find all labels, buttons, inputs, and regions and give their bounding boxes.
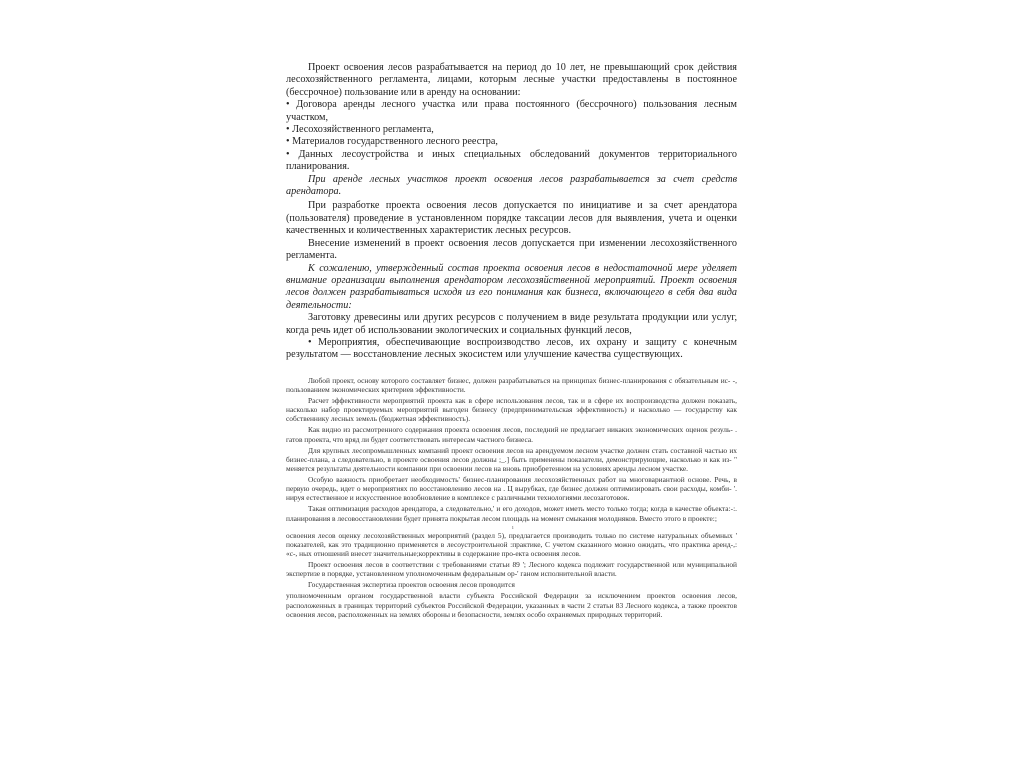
continuation-paragraph-4: уполномоченным органом государственной власти субъекта Российской Федерации за исключением проектов освоения лесов, расположенных в границах территорий субъектов Российской Федерации, указанных в части 2 статьи 83 Лесного кодекса, а также проектов освоения лесов, расположенных на землях обороны и безопасности, землях особо охраняемых природных территорий. <box>286 591 737 619</box>
continuation-paragraph-2: Проект освоения лесов в соответствии с требованиями статьи 89 '; Лесного кодекса подлежит государственной или муниципальной экспертизе в порядке, установленном уполномоченным федеральным ор-' ганом исполнительной власти. <box>286 560 737 579</box>
main-text-section <box>286 62 737 362</box>
main-paragraph-1: Проект освоения лесов разрабатывается на период до 10 лет, не превышающий срок действия лесохозяйственного регламента, лицами, которым лесные участки предоставлены в постоянное (бессрочное) пользование или в аренду на основании: <box>286 62 737 98</box>
page-break-mark: ı <box>512 524 514 531</box>
detail-paragraph-5: Особую важность приобретает необходимость' бизнес-планирования лесохозяйственных работ на многовариантной основе. Речь, в первую очередь, идет о мероприятиях по восстановлению лесов на . Ц вырубках, где бизнес должен оптимизировать свои расходы, комби- '. нируя естественное и искусственное возобновление в комплексе с различными технологиями лесозаготовок. <box>286 474 737 503</box>
main-paragraph-10: Заготовку древесины или других ресурсов с получением в виде результата продукции или услуг, когда речь идет об использовании экологических и социальных функций лесов, <box>286 312 737 336</box>
main-paragraph-4: • Материалов государственного лесного реестра, <box>286 136 498 148</box>
main-paragraph-8: Внесение изменений в проект освоения лесов допускается при изменении лесохозяйственного регламента. <box>286 237 737 262</box>
detail-paragraph-4: Для крупных лесопромышленных компаний проект освоения лесов на арендуемом лесном участке должен стать составной частью их бизнес-плана, а следовательно, в проекте освоения лесов должны ;_.] быть применены показатели, демонстрирующие, насколько и как из- " меняется результаты деятельности компании при освоении лесов на вновь приобретенном на условиях аренды лесном участке. <box>286 445 737 473</box>
detail-paragraph-6: Такая оптимизация расходов арендатора, а следовательно,' и его доходов, может иметь место только тогда; когда в качестве объекта:-:. планирования в лесовосстановлении будет принята покрытая лесом площадь на момент смыкания молодняков. Вместо этого в проекте:; <box>286 504 737 523</box>
detail-paragraph-1: Любой проект, основу которого составляет бизнес, должен разрабатываться на принципах бизнес-планирования с обязательным ис- -, пользованием экономических критериев эффективности. <box>286 375 737 394</box>
main-paragraph-6: При аренде лесных участков проект освоения лесов разрабатывается за счет средств арендатора. <box>286 173 737 198</box>
small-text-section <box>286 376 737 619</box>
main-paragraph-7: При разработке проекта освоения лесов допускается по инициативе и за счет арендатора (пользователя) проведение в установленном порядке таксации лесов для выявления, учета и оценки качественных и количественных характеристик лесных ресурсов. <box>286 200 737 237</box>
continuation-paragraph-3: Государственная экспертиза проектов освоения лесов проводится <box>308 580 515 590</box>
document-page <box>286 62 737 621</box>
detail-paragraph-3: Как видно из рассмотренного содержания проекта освоения лесов, последний не предлагает никаких экономических оценок резуль- . гатов проекта, что вряд ли будет соответствовать интересам частного бизнеса. <box>286 425 737 444</box>
main-paragraph-9: К сожалению, утвержденный состав проекта освоения лесов в недостаточной мере уделяет внимание организации выполнения арендатором лесохозяйственной мероприятий. Проект освоения лесов должен разрабатываться исходя из его понимания как бизнеса, включающего в себя два вида деятельности: <box>286 262 737 311</box>
main-paragraph-3: • Лесохозяйственного регламента, <box>286 124 434 136</box>
main-paragraph-5: • Данных лесоустройства и иных специальных обследований документов территориального планирования. <box>286 148 737 173</box>
main-paragraph-2: • Договора аренды лесного участка или права постоянного (бессрочного) пользования лесным участком, <box>286 99 737 123</box>
detail-paragraph-2: Расчет эффективности мероприятий проекта как в сфере использования лесов, так и в сфере их воспроизводства должен показать, насколько набор проектируемых мероприятий выгоден бизнесу (предпринимательская эффективность) и насколько — государству как собственнику лесных земель (бюджетная эффективность). <box>286 395 737 424</box>
main-paragraph-11: • Мероприятия, обеспечивающие воспроизводство лесов, их охрану и защиту с конечным результатом — восстановление лесных экосистем или улучшение качества существующих. <box>286 336 737 361</box>
continuation-paragraph-1: освоения лесов оценку лесохозяйственных мероприятий (раздел 5), предлагается производить только по системе натуральных объемных ' показателей, как это традиционно применяется в лесоустроительной :практике, С учетом сказанного можно ожидать, что практика аренд-,: «с-, ных отношений внесет значительные;коррективы в содержание про-екта освоения лесов. <box>286 530 737 559</box>
